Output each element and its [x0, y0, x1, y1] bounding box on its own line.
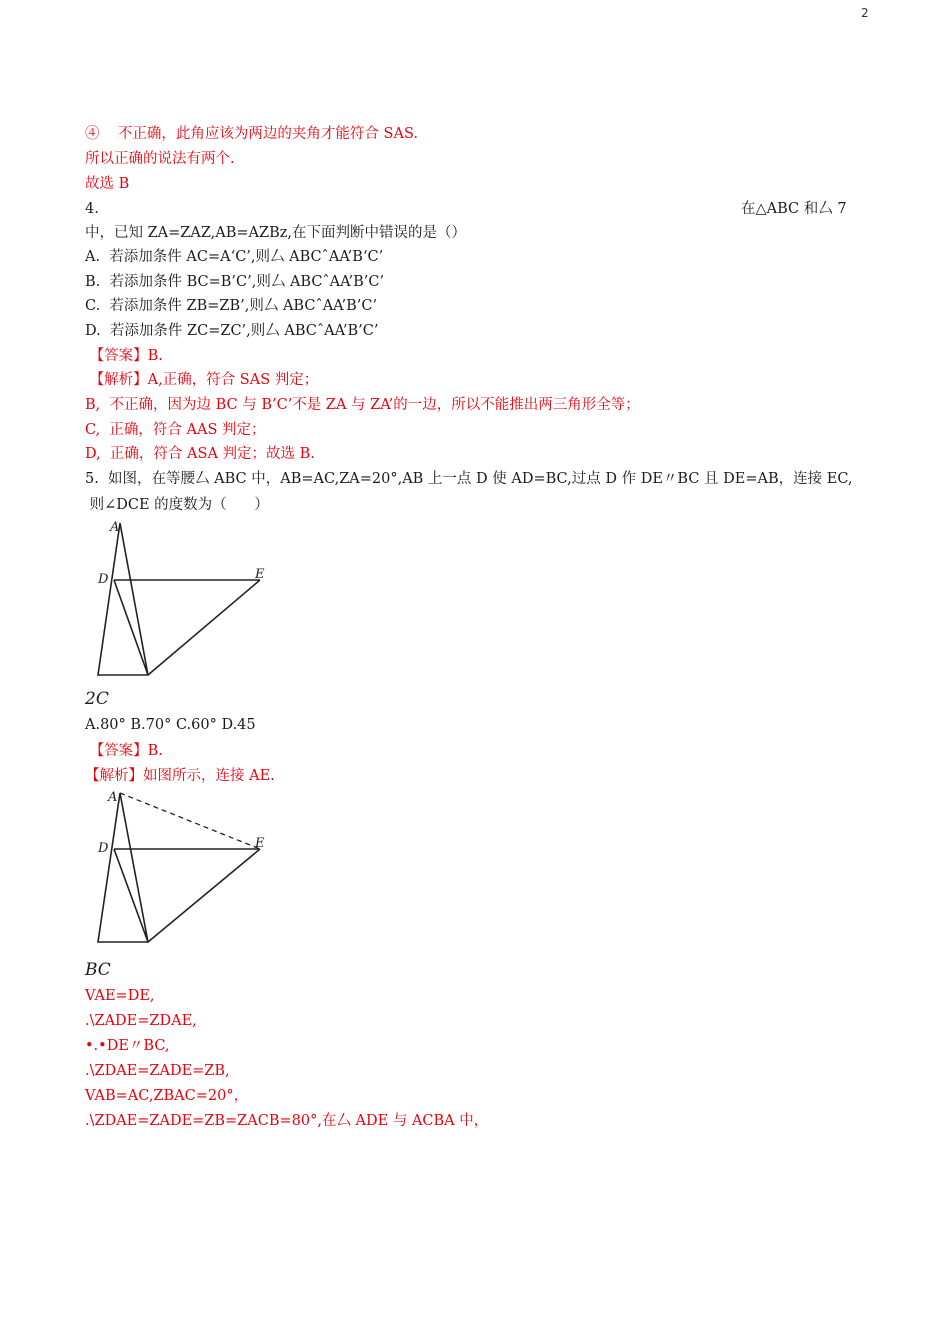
solution-line-4: ④ 不正确，此角应该为两边的夹角才能符合 SAS. [85, 126, 418, 142]
proof-line-1: VAE=DE, [85, 988, 155, 1004]
proof-line-5: VAB=AC,ZBAC=20°， [85, 1088, 249, 1104]
proof-line-6: .\ZDAE=ZADE=ZB=ZACB=80°,在厶 ADE 与 ACBA 中， [85, 1113, 489, 1129]
page-number: 2 [861, 6, 869, 20]
question-4-number: 4. [85, 201, 99, 217]
question-4-option-d: D. 若添加条件 ZC=ZC’,则厶 ABCˆAA’B’C’ [85, 323, 379, 339]
proof-line-3: •.•DE〃BC, [85, 1038, 170, 1054]
proof-line-4: .\ZDAE=ZADE=ZB, [85, 1063, 230, 1079]
choice-line: 故选 B [85, 176, 130, 192]
label-a-2: A [108, 790, 118, 805]
question-5-analysis: 【解析】如图所示，连接 AE. [85, 768, 275, 784]
question-4-analysis-c: C, 正确，符合 AAS 判定； [85, 422, 266, 438]
question-4-option-c: C. 若添加条件 ZB=ZB’,则厶 ABCˆAA’B’C’ [85, 298, 378, 314]
label-e: E [255, 567, 265, 582]
figure-1-caption: 2C [85, 689, 109, 709]
figure-2-caption: BC [85, 960, 111, 980]
question-4-answer: 【答案】B. [85, 348, 163, 364]
question-5-question: 则∠DCE 的度数为（ ） [85, 497, 269, 513]
question-4-option-b: B. 若添加条件 BC=B’C’,则厶 ABCˆAA’B’C’ [85, 274, 385, 290]
question-4-intro: 在△ABC 和厶 7 [741, 201, 847, 217]
question-5-stem: 5. 如图，在等腰厶 ABC 中，AB=AC,ZA=20°,AB 上一点 D 使 AD=BC,过点 D 作 DE〃BC 且 DE=AB，连接 EC, [85, 471, 853, 487]
question-5-options: A.80° B.70° C.60° D.45 [85, 717, 256, 733]
label-a: A [110, 520, 120, 535]
question-4-analysis-d: D, 正确，符合 ASA 判定；故选 B. [85, 446, 315, 462]
conclusion-line: 所以正确的说法有两个. [85, 151, 235, 167]
proof-line-2: .\ZADE=ZDAE, [85, 1013, 197, 1029]
question-4-stem: 中，已知 ZA=ZAZ,AB=AZBz,在下面判断中错误的是（） [85, 225, 467, 241]
label-d: D [98, 572, 109, 587]
question-4-option-a: A. 若添加条件 AC=A‘C’,则厶 ABCˆAA’B‘C’ [85, 249, 384, 265]
triangle-figure-1 [92, 515, 282, 685]
label-e-2: E [255, 836, 265, 851]
question-4-analysis-a: 【解析】A,正确，符合 SAS 判定； [85, 372, 319, 388]
triangle-figure-2 [92, 785, 282, 950]
question-4-analysis-b: B, 不正确，因为边 BC 与 B’C’不是 ZA 与 ZA’的一边，所以不能推出两三角形全等； [85, 397, 640, 413]
question-5-answer: 【答案】B. [85, 743, 163, 759]
label-d-2: D [98, 841, 109, 856]
